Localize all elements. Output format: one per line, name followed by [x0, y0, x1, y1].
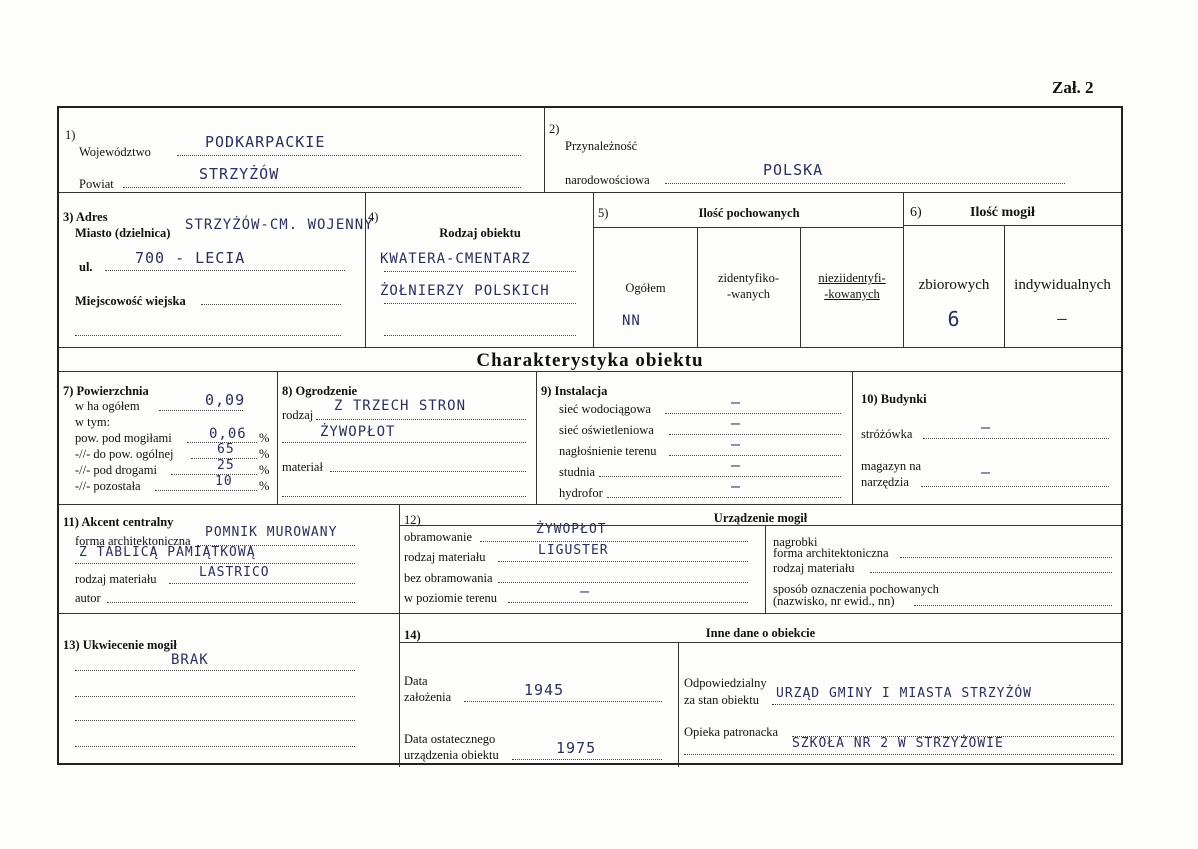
fence-type-value: Z TRZECH STRON	[334, 398, 467, 414]
section-5-buried-count: 5) Ilość pochowanych Ogółem NN zidentyfiko- -wanych nieziidentyfi- -kowanych	[594, 193, 904, 348]
section-7-area: 7) Powierzchnia w ha ogółem 0,09 w tym: pow. pod mogiłami 0,06 % -//- do pow. ogólnej 65 % -//- pod drogami 25 % -//- pozostała 10 %	[59, 372, 278, 505]
lighting-value: —	[731, 414, 742, 432]
arrangement-date-value: 1975	[556, 739, 597, 757]
nationality-value: POLSKA	[763, 161, 824, 179]
hydrophore-value: —	[731, 477, 742, 495]
tool-storage-value: —	[981, 463, 992, 481]
voivodeship-label: Województwo	[79, 145, 151, 159]
characteristics-header: Charakterystyka obiektu	[59, 348, 1121, 372]
section-9-installations: 9) Instalacja sieć wodociągowa — sieć oświetleniowa — nagłośnienie terenu — studnia — hydrofor —	[537, 372, 853, 505]
grave-record-form	[57, 106, 1123, 765]
patronage-value: SZKOŁA NR 2 W STRZYŻOWIE	[792, 736, 1004, 751]
section-8-fence: 8) Ogrodzenie rodzaj Z TRZECH STRON ŻYWOPŁOT materiał	[278, 372, 537, 505]
section-13-flowers: 13) Ukwiecenie mogił BRAK	[59, 614, 400, 767]
ground-level-value: —	[580, 582, 591, 600]
graves-share-value: 65	[217, 442, 235, 457]
graves-area-value: 0,06	[209, 426, 247, 442]
guardhouse-value: —	[981, 418, 992, 436]
object-type-value-1: KWATERA-CMENTARZ	[380, 251, 531, 267]
total-area-value: 0,09	[205, 391, 246, 409]
water-supply-value: —	[731, 393, 742, 411]
well-value: —	[731, 456, 742, 474]
grave-border-value: ŻYWOPŁOT	[536, 522, 607, 537]
section-3-address: 3) Adres Miasto (dzielnica) STRZYŻÓW-CM. WOJENNY ul. 700 - LECIA Miejscowość wiejska	[59, 193, 366, 348]
street-value: 700 - LECIA	[135, 249, 246, 267]
county-label: Powiat	[79, 177, 114, 191]
section-6-graves-count: 6) Ilość mogił zbiorowych indywidualnych 6 —	[904, 193, 1121, 348]
central-form-value: POMNIK MUROWANY	[205, 525, 338, 540]
section-2-nationality: 2) Przynależność narodowościowa POLSKA	[545, 108, 1121, 193]
responsible-value: URZĄD GMINY I MIASTA STRZYŻÓW	[776, 686, 1032, 701]
section-1-location: 1) Województwo PODKARPACKIE Powiat STRZYŻÓW	[59, 108, 545, 193]
section-14-other-data: 14) Inne dane o obiekcie Data założenia 1945 Data ostatecznego urządzenia obiektu 1975 Odpowiedzialny za stan obiektu URZĄD GMINY I MIASTA STRZYŻÓW Opieka patronacka SZKOŁA NR 2 W STRZYŻOWIE	[400, 614, 1121, 767]
buried-total-value: NN	[622, 313, 641, 329]
section-11-central-feature: 11) Akcent centralny forma architektoniczna POMNIK MUROWANY Z TABLICĄ PAMIĄTKOWĄ rodzaj materiału LASTRICO autor	[59, 505, 400, 614]
collective-graves-value: 6	[947, 307, 961, 331]
border-material-value: LIGUSTER	[538, 543, 609, 558]
section-10-buildings: 10) Budynki stróżówka — magazyn na narzędzia —	[853, 372, 1121, 505]
individual-graves-value: —	[1057, 309, 1068, 328]
object-type-value-2: ŻOŁNIERZY POLSKICH	[380, 283, 550, 299]
roads-share-value: 25	[217, 458, 235, 473]
city-value: STRZYŻÓW-CM. WOJENNY	[185, 217, 374, 233]
county-value: STRZYŻÓW	[199, 165, 280, 183]
flowers-value: BRAK	[171, 652, 209, 668]
remaining-share-value: 10	[215, 474, 233, 489]
fence-type-value-2: ŻYWOPŁOT	[320, 424, 396, 440]
founding-date-value: 1945	[524, 681, 565, 699]
annex-label: Zał. 2	[1052, 78, 1094, 97]
voivodeship-value: PODKARPACKIE	[205, 133, 326, 151]
sound-system-value: —	[731, 435, 742, 453]
central-form-value-2: Z TABLICĄ PAMIĄTKOWĄ	[79, 545, 256, 560]
section-4-object-type: 4) Rodzaj obiektu KWATERA-CMENTARZ ŻOŁNIERZY POLSKICH	[366, 193, 594, 348]
section-12-grave-arrangement: 12) Urządzenie mogił obramowanie ŻYWOPŁOT rodzaj materiału LIGUSTER bez obramowania w poziomie terenu — nagrobki forma architektoniczna rodzaj materiału sposób oznaczenia pochowanych (nazwisko, nr ewid., nn)	[400, 505, 1121, 614]
central-material-value: LASTRICO	[199, 565, 270, 580]
